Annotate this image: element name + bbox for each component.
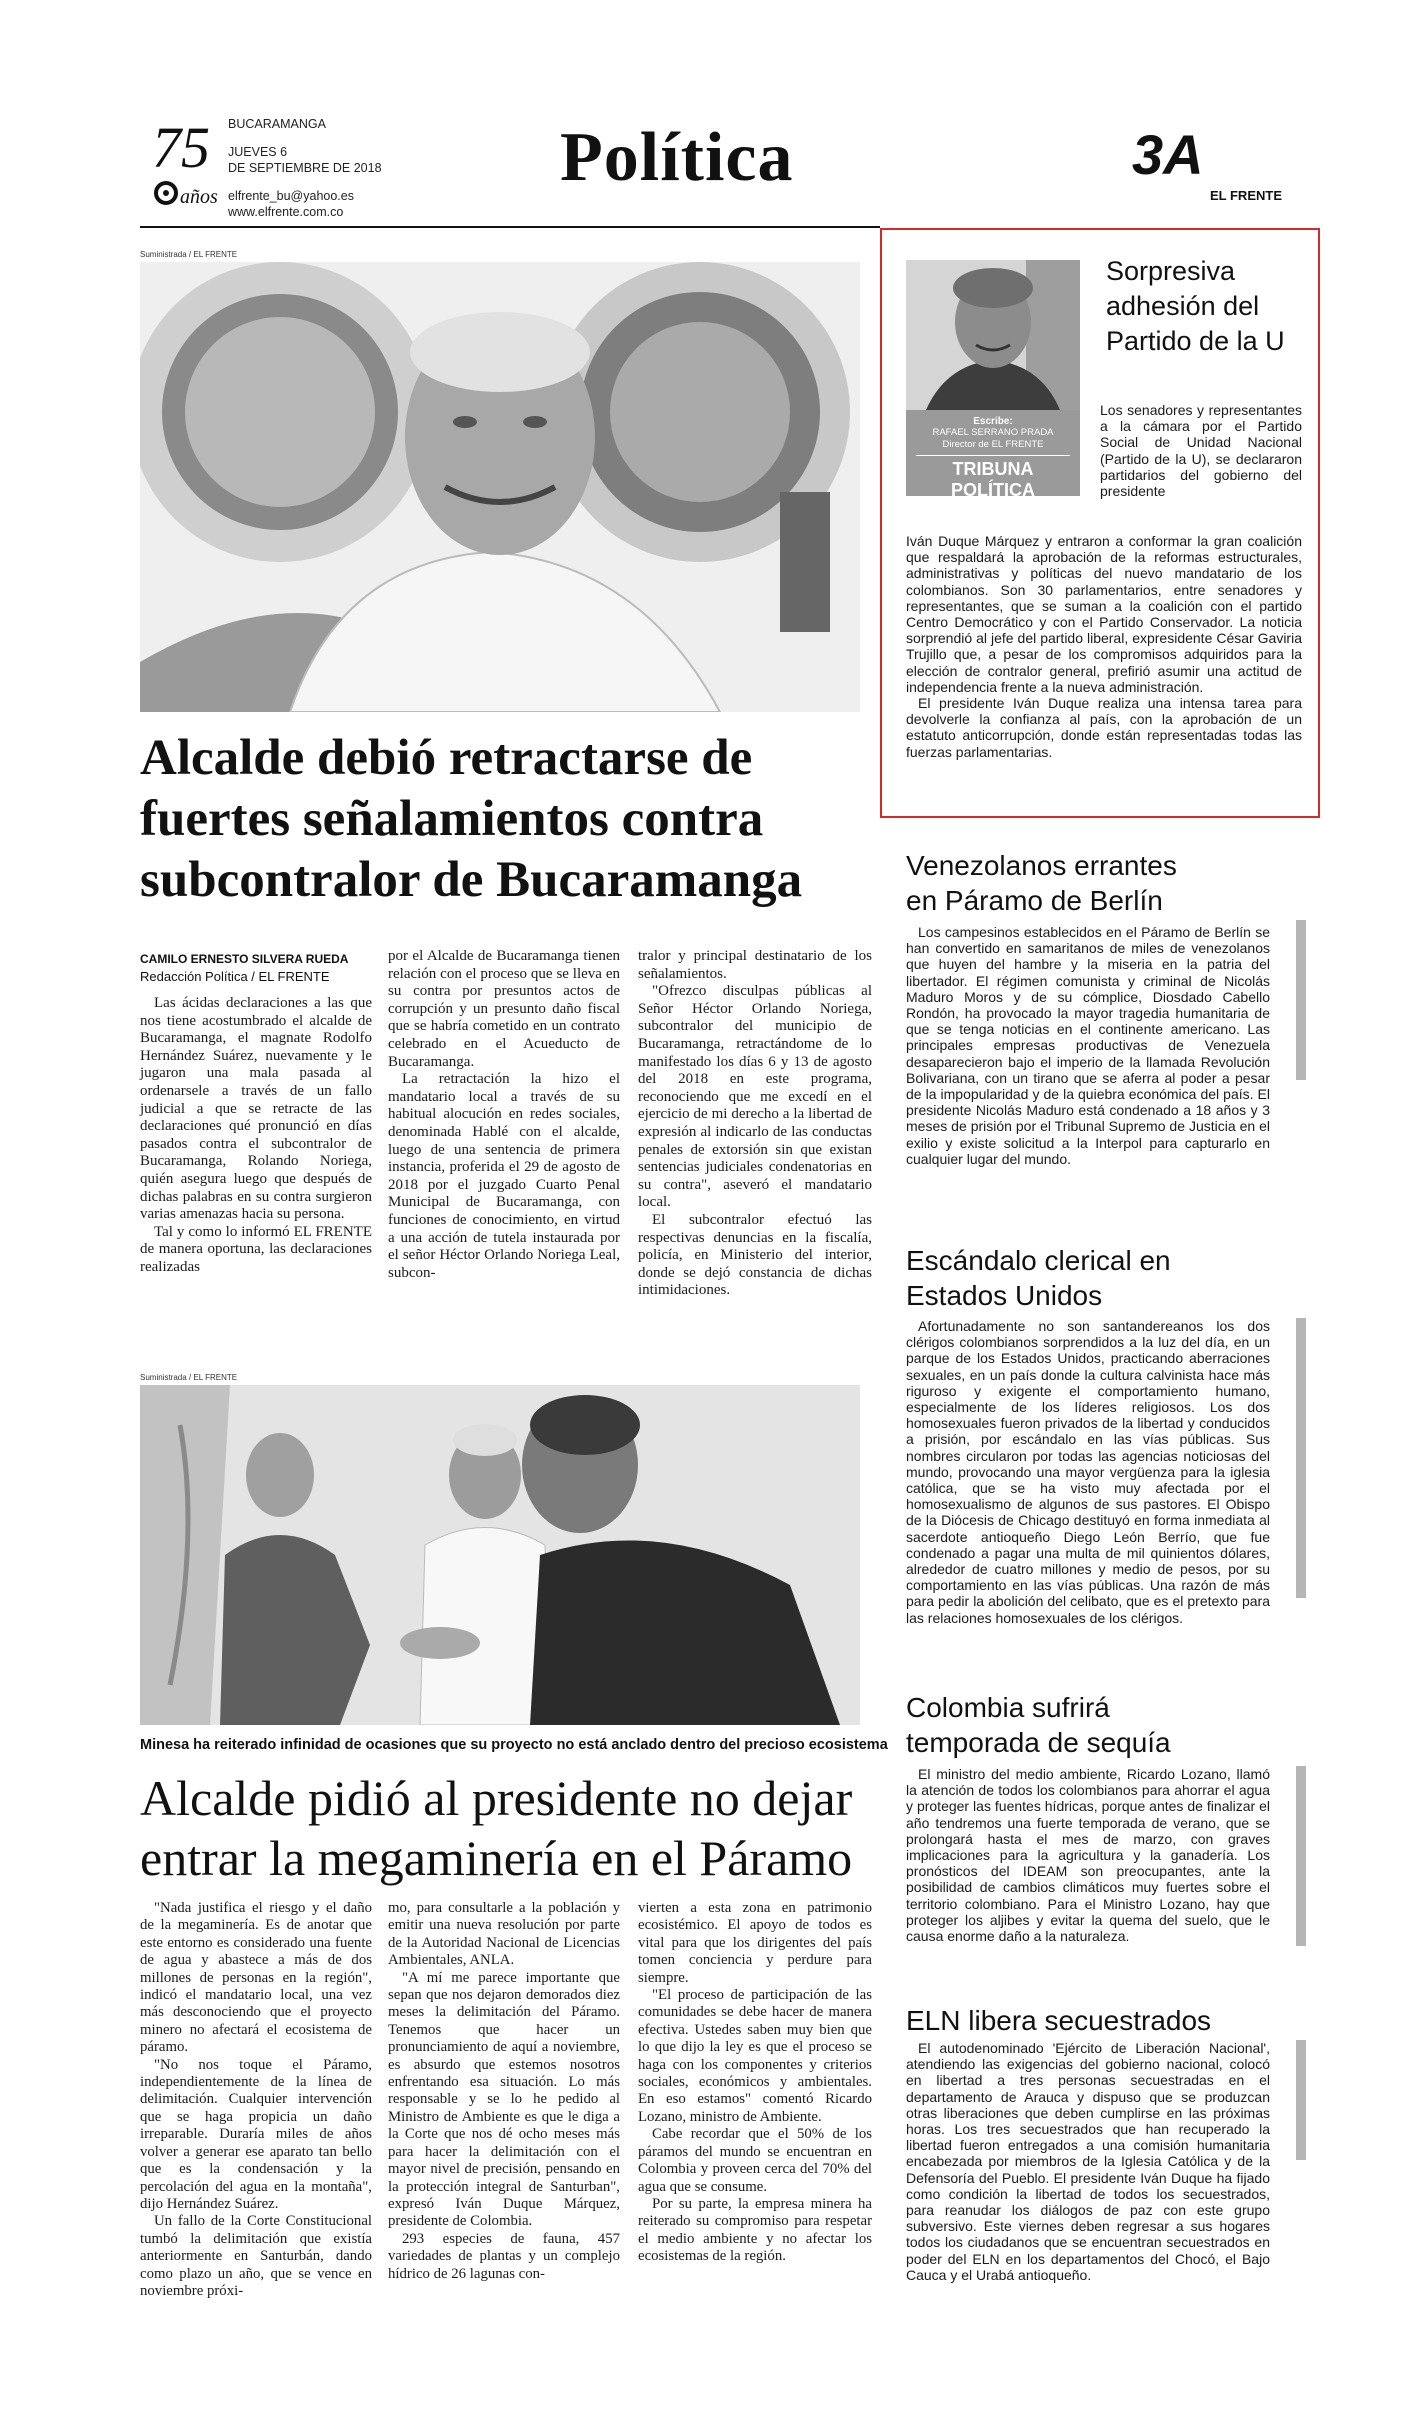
- paragraph: El autodenominado 'Ejército de Liberación Nacional', atendiendo las exigencias del gobierno nacional, colocó en libertad a tres personas secuestradas en el departamento de Arauca y dispuso que se produzcan otras liberaciones que deben cumplirse en las próximas horas. Los tres secuestrados que han recuperado la libertad fueron entregados a una comisión humanitaria encabezada por miembros de la Iglesia Católica y de la Defensoría del Pueblo. El presidente Iván Duque ha fijado como condición la libertad de todos los secuestrados, para reanudar los diálogos de paz con este grupo subversivo. Este viernes deben regresar a sus hogares todos los ciudadanos que se encuentran secuestrados en poder del ELN en los departamentos del Chocó, el Bajo Cauca y el Urabá antioqueño.: [906, 2040, 1270, 2283]
- masthead-email[interactable]: elfrente_bu@yahoo.es: [228, 189, 354, 203]
- tribuna-role: Director de EL FRENTE: [942, 439, 1044, 450]
- paragraph: por el Alcalde de Bucaramanga tienen relación con el proceso que se lleva en su contra por presuntos actos de corrupción y un presunto daño fiscal que se habría cometido en un contrato celebrado en el Acueducto de Bucaramanga.: [388, 948, 620, 1070]
- story2-column-1: [140, 1900, 372, 2300]
- tribuna-author: RAFAEL SERRANO PRADA: [932, 427, 1054, 438]
- tribuna-column-name: TRIBUNA POLÍTICA: [916, 455, 1070, 501]
- paragraph: Iván Duque Márquez y entraron a conformar la gran coalición que respaldará la aprobación de la reformas estructurales, administrativas y políticas del nuevo mandatario de los colombianos. Son 30 parlamentarios, entre senadores y representantes, que se suman a la coalición con el partido Centro Democrático y con el Partido Conservador. La noticia sorprendió al jefe del partido liberal, expresidente César Gaviria Trujillo que, a pesar de los compromisos adquiridos para la elección de contralor general, prefirió asumir una actitud de independencia frente a la nueva administración.: [906, 533, 1302, 695]
- paragraph: La retractación la hizo el mandatario local a través de su habitual alocución en redes sociales, denominada Hablé con el alcalde, luego de una sentencia de primera instancia, proferida el 29 de agosto de 2018 por el juzgado Cuarto Penal Municipal de Bucaramanga, con funciones de conocimiento, en virtud a una acción de tutela instaurada por el señor Héctor Orlando Noriega Leal, subcon-: [388, 1071, 620, 1281]
- paragraph: vierten a esta zona en patrimonio ecosistémico. El apoyo de todos es vital para que los dirigentes del país tomen conciencia y perdure para siempre.: [638, 1900, 872, 1986]
- tribuna-title: Sorpresiva adhesión del Partido de la U: [1106, 256, 1285, 356]
- masthead-city: BUCARAMANGA: [228, 117, 326, 131]
- paragraph: Por su parte, la empresa minera ha reiterado su compromiso para respetar el medio ambiente y no afectar los ecosistemas de la región.: [638, 2195, 872, 2265]
- brand-name: EL FRENTE: [1210, 188, 1282, 203]
- tribuna-body: [906, 533, 1302, 760]
- brief-3-text: [906, 1766, 1270, 1944]
- brief-4-text: [906, 2040, 1270, 2283]
- brief-3-side-bar: [1296, 1766, 1306, 1946]
- brief-1-text: [906, 924, 1270, 1167]
- page-number: 3A: [1132, 123, 1204, 186]
- story1-column-2: [388, 948, 620, 1282]
- story2-headline: Alcalde pidió al presidente no dejar entrar la megaminería en el Páramo: [140, 1770, 853, 1886]
- brief-4-side-bar: [1296, 2040, 1306, 2160]
- masthead-day: JUEVES 6: [228, 145, 288, 159]
- mayor-photo: [140, 262, 860, 712]
- author-portrait: [906, 260, 1080, 410]
- paragraph: Un fallo de la Corte Constitucional tumbó la delimitación que existía anteriormente en Santurbán, dando como plazo un año, que se vence en noviembre próxi-: [140, 2213, 372, 2299]
- handshake-photo: [140, 1385, 860, 1725]
- tribuna-intro: Los senadores y representantes a la cámara por el Partido Social de Unidad Nacional (Partido de la U), se declararon partidarios del gobierno del presidente: [1100, 402, 1302, 500]
- paragraph: tralor y principal destinatario de los señalamientos.: [638, 948, 872, 982]
- paragraph: "El proceso de participación de las comunidades se debe hacer de manera efectiva. Ustedes saben muy bien que lo que dijo la ley es que el proceso se haga con los componentes y criterios sociales, económicos y ambientales. En eso estamos" comentó Ricardo Lozano, ministro de Ambiente.: [638, 1987, 872, 2125]
- story2-caption: Minesa ha reiterado infinidad de ocasiones que su proyecto no está anclado dentro del precioso ecosistema: [140, 1737, 888, 1753]
- paragraph: El presidente Iván Duque realiza una intensa tarea para devolverle la confianza al país, con la aprobación de un estatuto anticorrupción, donde están representadas todas las fuerzas parlamentarias.: [906, 695, 1302, 760]
- story1-author: CAMILO ERNESTO SILVERA RUEDA: [140, 952, 349, 966]
- paragraph: El subcontralor efectuó las respectivas denuncias en la fiscalía, policía, en Ministerio del interior, donde se dejó constancia de dichas intimidaciones.: [638, 1211, 872, 1299]
- story2-column-2: [388, 1900, 620, 2283]
- paragraph: Las ácidas declaraciones a las que nos tiene acostumbrado el alcalde de Bucaramanga, el magnate Rodolfo Hernández Suárez, nuevamente y le jugaron una mala pasada al ordenarsele a través de un fallo judicial a que se retracte de las declaraciones qué pronunció en días pasados contra el subcontralor de Bucaramanga, Rolando Noriega, quién asegura luego que después de dichas palabras en su contra surgieron varias amenazas hacia su persona.: [140, 995, 372, 1223]
- paragraph: "A mí me parece importante que sepan que nos dejaron demorados diez meses la delimitación del Páramo. Tenemos que hacer un pronunciamiento de aquí a noviembre, es absurdo que estemos nosotros enfrentando esa situación. Lo más responsable y se lo he pedido al Ministro de Ambiente es que le diga a la Corte que nos dé ocho meses más para hacer la delimitación con el mayor nivel de precisión, pensando en la protección integral de Santurban", expresó Iván Duque Márquez, presidente de Colombia.: [388, 1969, 620, 2230]
- brief-1-title: Venezolanos errantes en Páramo de Berlín: [906, 850, 1177, 916]
- anniversary-logo: [150, 115, 220, 210]
- section-title: Política: [560, 119, 794, 196]
- story1-byline: [140, 950, 348, 985]
- story1-headline: Alcalde debió retractarse de fuertes señalamientos contra subcontralor de Bucaramanga: [140, 730, 803, 908]
- tribuna-writes-label: Escribe:: [973, 416, 1013, 427]
- paragraph: "Nada justifica el riesgo y el daño de la megaminería. Es de anotar que este entorno es considerado una fuente de agua y abastece a más de dos millones de personas en la región", indicó el mandatario local, una vez más desconociendo que el proyecto minero no afectará el ecosistema de páramo.: [140, 1900, 372, 2056]
- photo-credit-1: Suministrada / EL FRENTE: [140, 250, 238, 259]
- logo-number: 75: [152, 115, 210, 180]
- masthead-rule: [140, 226, 880, 228]
- tribuna-label: [906, 410, 1080, 500]
- masthead-info: [228, 116, 382, 220]
- logo-word: años: [180, 186, 218, 208]
- paragraph: "No nos toque el Páramo, independientemente de la línea de delimitación. Cualquier intervención que se haga propicia un daño irreparable. Duraría miles de años volver a generar ese aparato tan bello que es la condensación y la percolación del agua en la montaña", dijo Hernández Suárez.: [140, 2056, 372, 2212]
- story1-column-3: [638, 948, 872, 1300]
- brief-2-title: Escándalo clerical en Estados Unidos: [906, 1245, 1171, 1311]
- brief-1-side-bar: [1296, 920, 1306, 1080]
- story2-column-3: [638, 1900, 872, 2266]
- story1-desk: Redacción Política / EL FRENTE: [140, 969, 330, 984]
- masthead-website[interactable]: www.elfrente.com.co: [228, 205, 344, 219]
- brief-2-text: [906, 1318, 1270, 1626]
- paragraph: Tal y como lo informó EL FRENTE de manera oportuna, las declaraciones realizadas: [140, 1223, 372, 1275]
- paragraph: "Ofrezco disculpas públicas al Señor Héctor Orlando Noriega, subcontralor del municipio de Bucaramanga, retractándome de lo manifestado los días 6 y 13 de agosto del 2018 en este programa, reconociendo que me excedí en el ejercicio de mi derecho a la libertad de expresión al indicarlo de las conductas penales de extorsión sin que existan sentencias judiciales condenatorias en su contra", aseveró el mandatario local.: [638, 983, 872, 1211]
- paragraph: Los campesinos establecidos en el Páramo de Berlín se han convertido en samaritanos de miles de venezolanos que huyen del hambre y la miseria en la patria del libertador. El régimen comunista y criminal de Nicolás Maduro Moros y de su cómplice, Diosdado Cabello Rondón, ha provocado la mayor tragedia humanitaria de que se tenga noticias en el continente americano. Las principales empresas productivas de Venezuela desaparecieron bajo el imperio de la llamada Revolución Bolivariana, con un tirano que se aferra al poder a pesar de la impopularidad y de la quiebra económica del país. El presidente Nicolás Maduro está condenado a 18 años y 3 meses de prisión por el Tribunal Supremo de Justicia en el exilio y existe solicitud a la Interpol para capturarlo en cualquier lugar del mundo.: [906, 924, 1270, 1167]
- brief-4-title: ELN libera secuestrados: [906, 2005, 1212, 2036]
- brief-2-side-bar: [1296, 1318, 1306, 1598]
- masthead-date: DE SEPTIEMBRE DE 2018: [228, 161, 382, 175]
- paragraph: mo, para consultarle a la población y emitir una nueva resolución por parte de la Autoridad Nacional de Licencias Ambientales, ANLA.: [388, 1900, 620, 1969]
- paragraph: Afortunadamente no son santandereanos los dos clérigos colombianos sorprendidos a la luz del día, en un parque de los Estados Unidos, practicando aberraciones sexuales, en un país donde la cultura calvinista hace más riguroso y exigente el comportamiento humano, especialmente de los líderes religiosos. Los dos homosexuales fueron privados de la libertad y conducidos a prisión, por escándalo en las vías públicas. Sus nombres circularon por todas las agencias noticiosas del mundo, provocando una mayor vergüenza para la iglesia católica, que se ha visto muy afectada por el homosexualismo de algunos de sus pastores. El Obispo de la Diócesis de Chicago destituyó en forma inmediata al sacerdote antioqueño Diego León Berrío, que fue condenado a pagar una multa de mil quinientos dólares, alrededor de cuatro millones y medio de pesos, por su comportamiento en las vías públicas. Una razón de más para pedir la abolición del celibato, que es el pretexto para las relaciones homosexuales de los clérigos.: [906, 1318, 1270, 1626]
- paragraph: 293 especies de fauna, 457 variedades de plantas y un complejo hídrico de 26 lagunas con-: [388, 2230, 620, 2282]
- paragraph: Cabe recordar que el 50% de los páramos del mundo se encuentran en Colombia y proveen cerca del 70% del agua que se consume.: [638, 2126, 872, 2195]
- brief-3-title: Colombia sufrirá temporada de sequía: [906, 1692, 1171, 1758]
- story1-column-1: [140, 995, 372, 1277]
- photo-credit-2: Suministrada / EL FRENTE: [140, 1373, 238, 1382]
- paragraph: El ministro del medio ambiente, Ricardo Lozano, llamó la atención de todos los colombianos para ahorrar el agua y proteger las fuentes hídricas, porque antes de finalizar el año tendremos una fuerte temporada de verano, que se prolongará hasta el mes de marzo, con graves implicaciones para la agricultura y la ganadería. Los pronósticos del IDEAM son preocupantes, ante la posibilidad de cambios climáticos muy fuertes sobre el territorio colombiano. Para el Ministro Lozano, hay que proteger los aljibes y evitar la quema del suelo, que le causa enorme daño a la naturaleza.: [906, 1766, 1270, 1945]
